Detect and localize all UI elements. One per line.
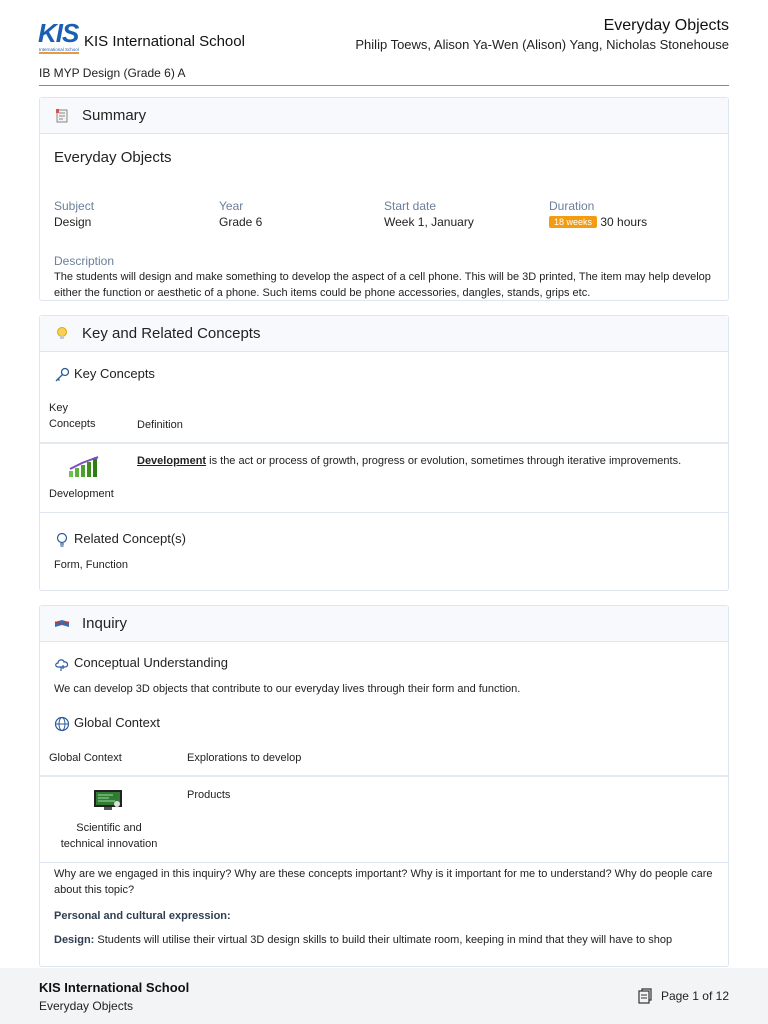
lightbulb-icon: [54, 326, 70, 342]
gc-table-bottom-divider: [40, 862, 728, 863]
design-label: Design:: [54, 934, 95, 946]
page-indicator: Page 1 of 12: [660, 989, 729, 1003]
concepts-heading: Key and Related Concepts: [82, 325, 261, 342]
definition-term: Development: [137, 455, 207, 467]
computer-screen-icon: [93, 788, 123, 812]
exploration-value: Products: [187, 789, 231, 801]
header-divider: [39, 85, 729, 86]
start-date-value: Week 1, January: [384, 215, 474, 229]
design-statement: [54, 932, 719, 948]
year-label: Year: [219, 199, 244, 213]
column-key-line2: Concepts: [49, 418, 96, 430]
footer-title: Everyday Objects: [39, 999, 134, 1013]
definition-text: is the act or process of growth, progress or evolution, sometimes through iterative improvements.: [206, 455, 682, 467]
related-concepts-heading: Related Concept(s): [74, 531, 186, 546]
document-title: Everyday Objects: [603, 17, 729, 34]
key-concept-definition: [137, 453, 697, 469]
summary-card: [39, 97, 729, 301]
gc-name-line2: technical innovation: [60, 838, 158, 850]
key-concepts-heading: Key Concepts: [74, 366, 155, 381]
conceptual-understanding-text: We can develop 3D objects that contribute to our everyday lives through their form and function.: [54, 683, 521, 695]
unit-title: Everyday Objects: [54, 149, 172, 166]
description-text: The students will design and make something to develop the aspect of a cell phone. This will be 3D printed, The item may help develop either the function or aesthetic of a phone. Such items could be phone accessories, dangles, stands, grips etc.: [54, 271, 711, 299]
related-concepts-value: Form, Function: [54, 559, 128, 571]
key-icon: [54, 367, 70, 383]
concepts-card: [39, 315, 729, 591]
column-definition: Definition: [137, 419, 183, 431]
personal-cultural-heading: Personal and cultural expression:: [54, 910, 231, 922]
duration-weeks-badge: 18 weeks: [549, 216, 597, 228]
page-header: [0, 0, 768, 88]
course-name: IB MYP Design (Grade 6) A: [39, 66, 186, 80]
brain-cloud-icon: [54, 656, 70, 672]
subject-label: Subject: [54, 199, 95, 213]
inquiry-why-text: Why are we engaged in this inquiry? Why are these concepts important? Why is it important for me to understand? Why do people care about this topic?: [54, 868, 713, 896]
duration-value: [549, 215, 647, 229]
global-context-name: [49, 820, 169, 852]
column-key-line1: Key: [49, 402, 68, 414]
duration-label: Duration: [549, 199, 595, 213]
summary-header: [40, 98, 728, 134]
pages-icon: [637, 988, 653, 1004]
subject-value: Design: [54, 215, 92, 229]
growth-chart-icon: [68, 456, 100, 478]
global-context-heading: Global Context: [74, 715, 160, 730]
school-logo-subtext: International School: [39, 47, 79, 52]
key-concepts-bottom-divider: [40, 512, 728, 513]
summary-heading: Summary: [82, 107, 147, 124]
column-global-context: Global Context: [49, 752, 122, 764]
book-icon: [54, 616, 70, 632]
concepts-header: [40, 316, 728, 352]
page-footer: [0, 968, 768, 1024]
duration-hours: 30 hours: [600, 215, 648, 229]
year-value: Grade 6: [219, 215, 263, 229]
footer-school: KIS International School: [39, 980, 190, 995]
logo-accent-bar: [39, 52, 79, 54]
gc-name-line1: Scientific and: [76, 822, 142, 834]
gc-table-header-divider: [40, 775, 728, 777]
inquiry-card: [39, 605, 729, 967]
school-name: KIS International School: [84, 33, 245, 50]
document-icon: [54, 108, 70, 124]
table-header-divider: [40, 442, 728, 444]
column-key-concepts: [49, 400, 95, 432]
globe-icon: [54, 716, 70, 732]
inquiry-heading: Inquiry: [82, 615, 128, 632]
inquiry-header: [40, 606, 728, 642]
design-text: Students will utilise their virtual 3D design skills to build their ultimate room, keeping in mind that they will have to shop: [94, 934, 673, 946]
description-label: Description: [54, 254, 115, 268]
key-concept-name: Development: [49, 488, 114, 500]
lightbulb-outline-icon: [54, 532, 70, 548]
column-explorations: Explorations to develop: [187, 752, 302, 764]
conceptual-understanding-heading: Conceptual Understanding: [74, 655, 228, 670]
school-logo: KIS: [38, 18, 79, 48]
start-date-label: Start date: [384, 199, 437, 213]
authors: Philip Toews, Alison Ya-Wen (Alison) Yang, Nicholas Stonehouse: [355, 37, 729, 52]
